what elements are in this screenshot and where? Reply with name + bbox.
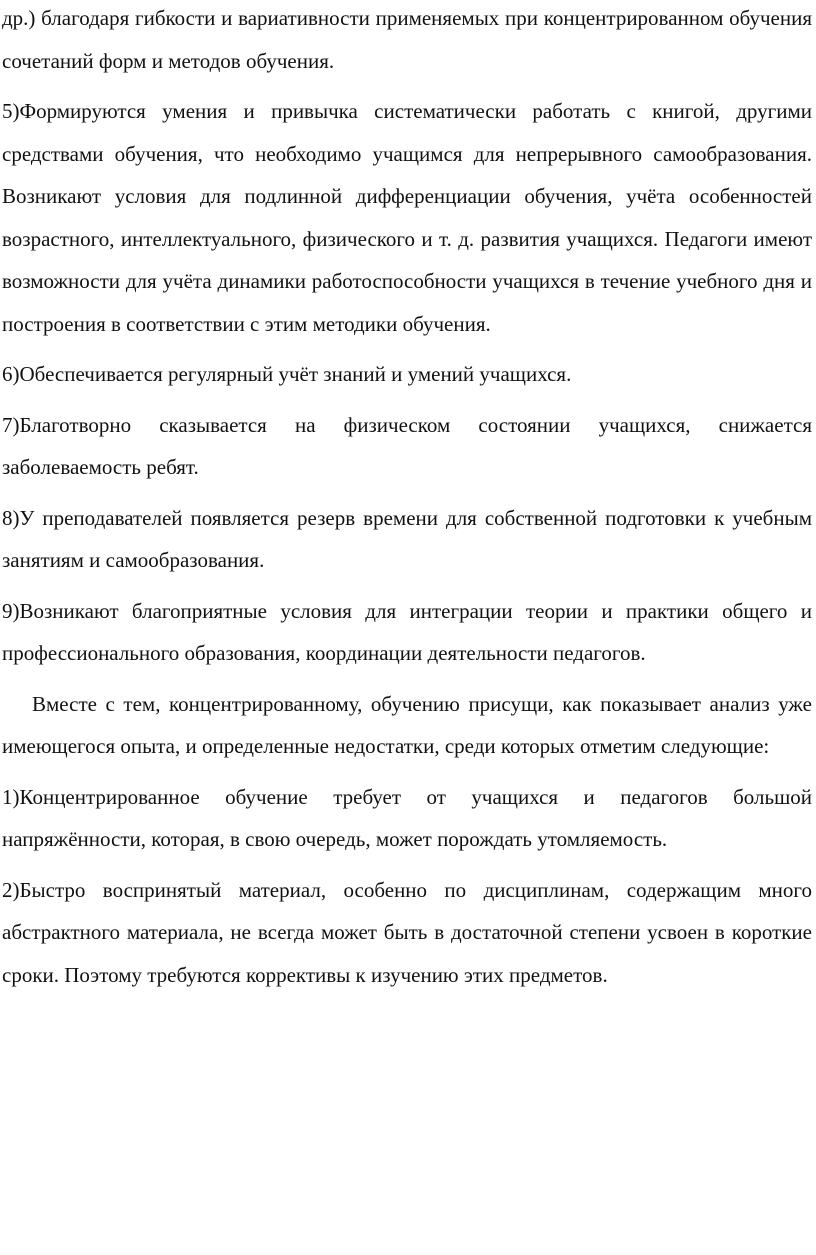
paragraph-drawback-1: 1)Концентрированное обучение требует от учащихся и педагогов большой напряжённости, которая, в свою очередь, может порождать утомляемость. <box>2 784 812 851</box>
paragraph-item-6: 6)Обеспечивается регулярный учёт знаний и умений учащихся. <box>2 362 572 386</box>
paragraph-item-8: 8)У преподавателей появляется резерв времени для собственной подготовки к учебным занятиям и самообразования. <box>2 505 812 572</box>
paragraph-continuation: др.) благодаря гибкости и вариативности применяемых при концентрированном обучения сочетаний форм и методов обучения. <box>2 6 812 73</box>
paragraph-item-7: 7)Благотворно сказывается на физическом состоянии учащихся, снижается заболеваемость ребят. <box>2 412 812 479</box>
document-page <box>2 0 812 1004</box>
paragraph-drawbacks-intro: Вместе с тем, концентрированному, обучению присущи, как показывает анализ уже имеющегося опыта, и определенные недостатки, среди которых отметим следующие: <box>2 691 812 758</box>
paragraph-item-5: 5)Формируются умения и привычка систематически работать с книгой, другими средствами обучения, что необходимо учащимся для непрерывного самообразования. Возникают условия для подлинной дифференциации обучения, учёта особенностей возрастного, интеллектуального, физического и т. д. развития учащихся. Педагоги имеют возможности для учёта динамики работоспособности учащихся в течение учебного дня и построения в соответствии с этим методики обучения. <box>2 99 812 336</box>
paragraph-drawback-2: 2)Быстро воспринятый материал, особенно по дисциплинам, содержащим много абстрактного материала, не всегда может быть в достаточной степени усвоен в короткие сроки. Поэтому требуются коррективы к изучению этих предметов. <box>2 877 812 987</box>
paragraph-item-9: 9)Возникают благоприятные условия для интеграции теории и практики общего и профессионального образования, координации деятельности педагогов. <box>2 598 812 665</box>
